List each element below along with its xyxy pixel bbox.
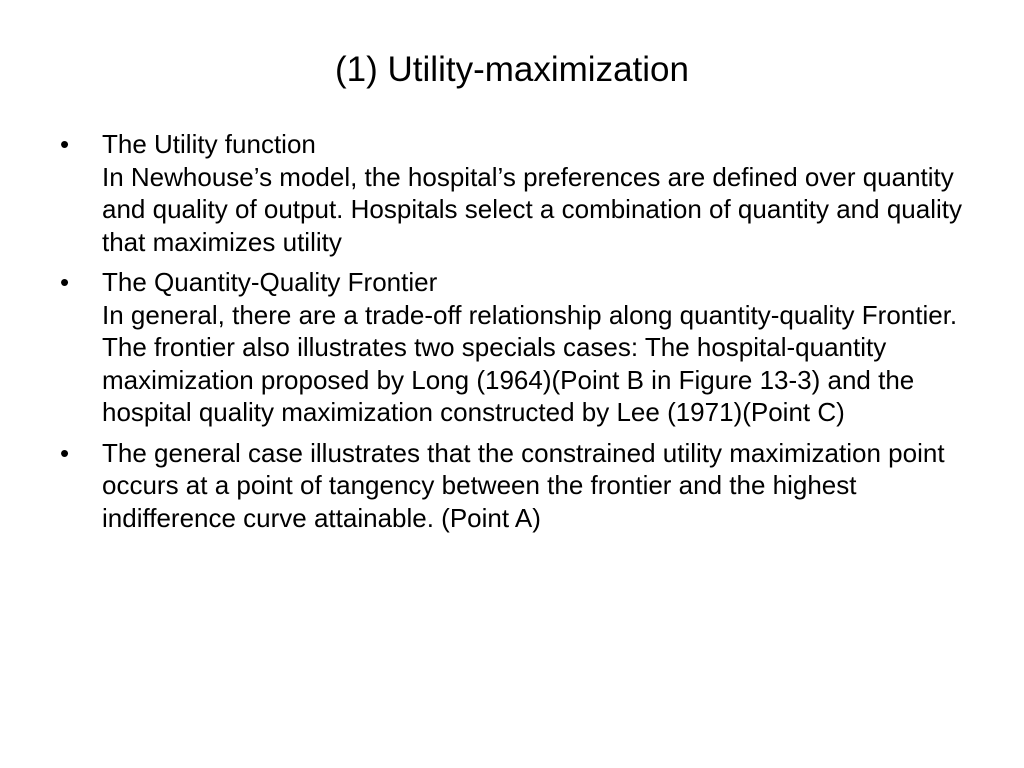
bullet-text: In general, there are a trade-off relationship along quantity-quality Frontier. The frontier also illustrates two specials cases: The hospital-quantity maximization proposed by Long (1964)(Point B in Figure 13-3) and the hospital quality maximization constructed by Lee (1971)(Point C) [102,299,958,427]
bullet-text: In Newhouse’s model, the hospital’s preferences are defined over quantity and quality of output. Hospitals select a combination of quantity and quality that maximizes utility [102,161,962,257]
bullet-list [60,128,980,542]
bullet-heading: The Utility function [102,129,316,159]
slide-title: (1) Utility-maximization [335,50,689,89]
bullet-heading: The Quantity-Quality Frontier [102,267,438,297]
bullet-marker: • [60,437,70,468]
bullet-marker: • [60,267,70,297]
bullet-marker: • [60,129,70,159]
bullet-quantity-quality-frontier [60,266,980,429]
bullet-utility-function [60,128,980,258]
bullet-text: The general case illustrates that the constrained utility maximization point occurs at a point of tangency between the frontier and the highest indifference curve attainable. (Point A) [102,437,945,533]
bullet-general-case [60,437,980,535]
